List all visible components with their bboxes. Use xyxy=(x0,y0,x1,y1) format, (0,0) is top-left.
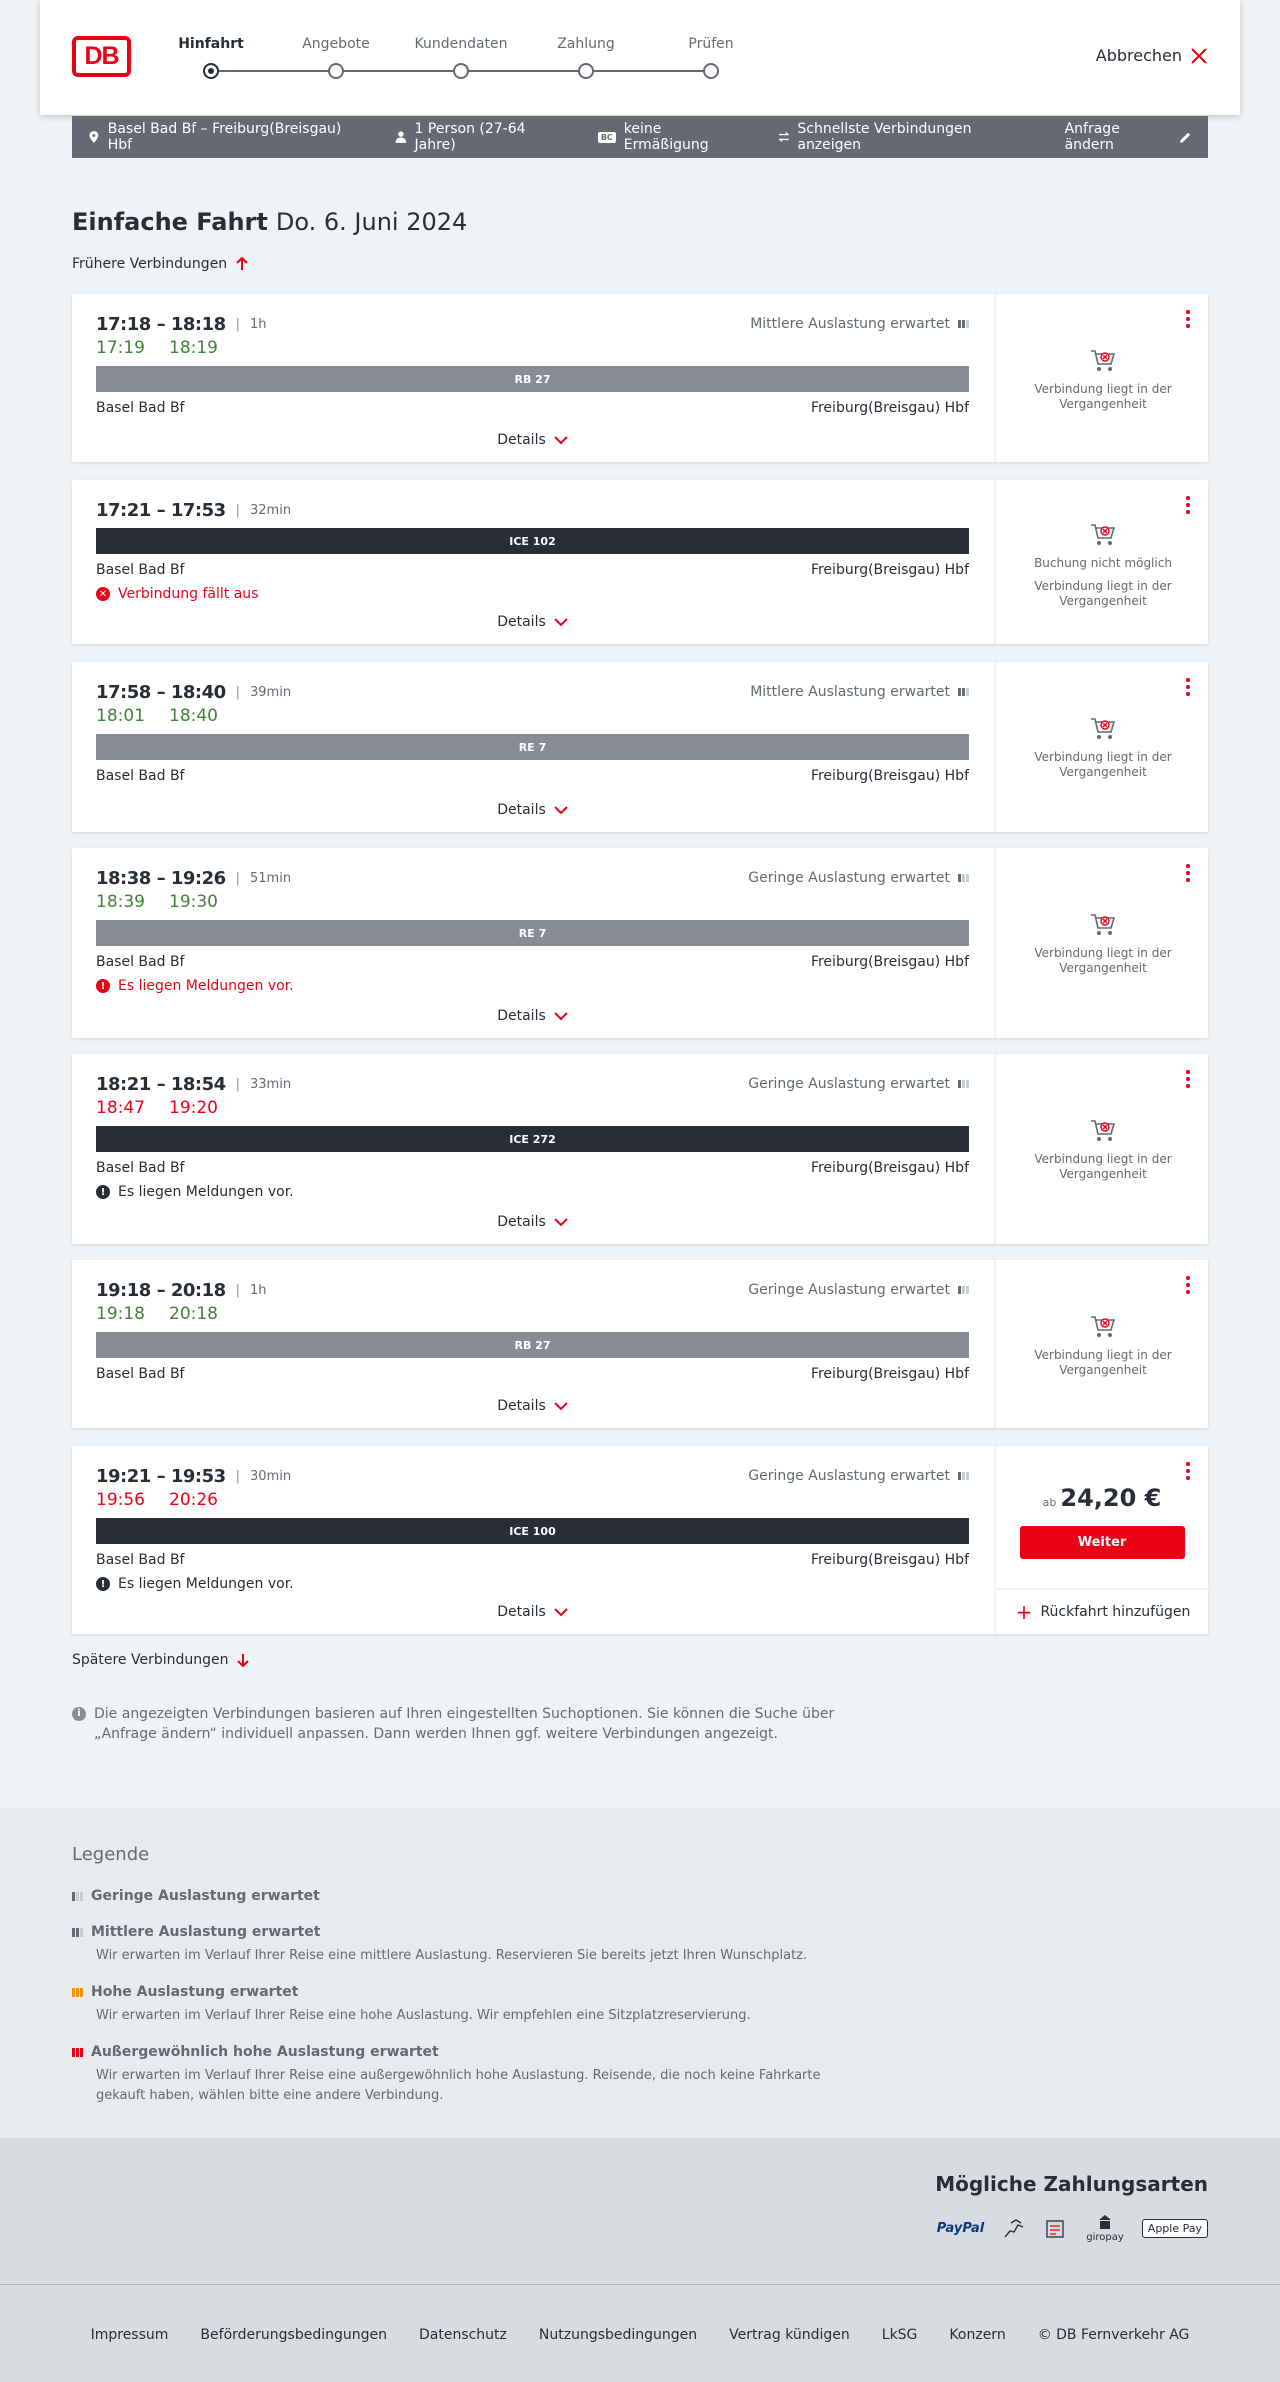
realtime-arrival: 19:20 xyxy=(169,1098,218,1118)
apple-pay-icon: Apple Pay xyxy=(1142,2219,1208,2238)
booking-panel xyxy=(994,1446,1208,1634)
alert-circle-icon: ! xyxy=(96,1577,110,1591)
occupancy-indicator: Geringe Auslastung erwartet xyxy=(748,1076,969,1092)
realtime-departure: 19:56 xyxy=(96,1490,145,1510)
discount-summary xyxy=(598,121,748,153)
connection-main: 18:38 – 19:26 | 51min Geringe Auslastung erwartet 18:39 19:30 RE 7 Basel Bad Bf Freiburg(Breisgau) Hbf ! Es liegen Meldungen vor. Details xyxy=(72,848,993,1038)
trip-type: Einfache Fahrt xyxy=(72,208,268,236)
train-line-bar: ICE 272 xyxy=(96,1126,969,1152)
header xyxy=(40,0,1240,115)
booking-status-text: Verbindung liegt in der Vergangenheit xyxy=(1034,1152,1172,1181)
duration: 51min xyxy=(250,870,292,886)
cart-disabled-icon xyxy=(1089,1116,1117,1144)
booking-panel xyxy=(994,1260,1208,1428)
arrow-up-icon xyxy=(235,257,249,271)
scheduled-time: 18:38 – 19:26 xyxy=(96,867,226,889)
step-dot xyxy=(578,63,594,79)
chevron-down-icon xyxy=(554,617,568,627)
destination-station: Freiburg(Breisgau) Hbf xyxy=(810,768,969,784)
price-prefix: ab xyxy=(1042,1496,1057,1509)
connection-card[interactable] xyxy=(72,294,1208,462)
destination-station: Freiburg(Breisgau) Hbf xyxy=(810,1160,969,1176)
details-toggle[interactable]: Details xyxy=(72,614,993,630)
realtime-departure: 19:18 xyxy=(96,1304,145,1324)
destination-station: Freiburg(Breisgau) Hbf xyxy=(810,1366,969,1382)
destination-station: Freiburg(Breisgau) Hbf xyxy=(810,954,969,970)
realtime-arrival: 18:19 xyxy=(169,338,218,358)
more-options-icon[interactable] xyxy=(1186,1462,1190,1480)
cancel-label: Abbrechen xyxy=(1095,46,1182,65)
chevron-down-icon xyxy=(554,1607,568,1617)
occupancy-medium-icon xyxy=(958,688,969,696)
connection-main: 17:18 – 18:18 | 1h Mittlere Auslastung erwartet 17:19 18:19 RB 27 Basel Bad Bf Freiburg(Breisgau) Hbf Details xyxy=(72,294,993,462)
realtime-arrival: 20:18 xyxy=(169,1304,218,1324)
origin-station: Basel Bad Bf xyxy=(96,400,185,416)
progress-stepper xyxy=(166,34,734,84)
cancel-button[interactable] xyxy=(1096,46,1208,65)
sepa-direct-debit-icon xyxy=(1044,2217,1068,2241)
cancel-circle-icon: ✕ xyxy=(96,587,110,601)
paypal-icon: PayPal xyxy=(936,2221,985,2236)
details-toggle[interactable]: Details xyxy=(72,432,993,448)
scheduled-time: 19:18 – 20:18 xyxy=(96,1279,226,1301)
add-return-trip-button[interactable] xyxy=(996,1588,1210,1634)
realtime-departure: 18:47 xyxy=(96,1098,145,1118)
continue-button[interactable]: Weiter xyxy=(1020,1526,1185,1559)
connection-main: 17:21 – 17:53 | 32min ICE 102 Basel Bad Bf Freiburg(Breisgau) Hbf ✕ Verbindung fällt aus Details xyxy=(72,480,993,644)
scheduled-time: 17:21 – 17:53 xyxy=(96,499,226,521)
booking-status-text: Verbindung liegt in der Vergangenheit xyxy=(1034,382,1172,411)
booking-status xyxy=(996,346,1210,412)
payment-title: Mögliche Zahlungsarten xyxy=(935,2172,1208,2196)
booking-status-text: Verbindung liegt in der Vergangenheit xyxy=(1034,946,1172,975)
connection-message: ! Es liegen Meldungen vor. xyxy=(96,978,969,994)
booking-status-text: Verbindung liegt in der Vergangenheit xyxy=(1034,750,1172,779)
alert-circle-icon: ! xyxy=(96,1185,110,1199)
connection-message: ! Es liegen Meldungen vor. xyxy=(96,1576,969,1592)
occupancy-indicator: Mittlere Auslastung erwartet xyxy=(750,316,969,332)
duration: 33min xyxy=(250,1076,292,1092)
realtime-departure: 17:19 xyxy=(96,338,145,358)
earlier-connections-link[interactable] xyxy=(72,256,249,272)
train-line-bar: ICE 100 xyxy=(96,1518,969,1544)
cart-disabled-icon xyxy=(1089,910,1117,938)
footer-link-impressum[interactable]: Impressum xyxy=(90,2327,169,2343)
duration: 30min xyxy=(250,1468,292,1484)
details-toggle[interactable]: Details xyxy=(72,1604,993,1620)
booking-panel xyxy=(994,848,1208,1038)
occupancy-indicator: Mittlere Auslastung erwartet xyxy=(750,684,969,700)
connection-main: 19:18 – 20:18 | 1h Geringe Auslastung erwartet 19:18 20:18 RB 27 Basel Bad Bf Freiburg(Breisgau) Hbf Details xyxy=(72,1260,993,1428)
chevron-down-icon xyxy=(554,1217,568,1227)
occupancy-indicator: Geringe Auslastung erwartet xyxy=(748,870,969,886)
realtime-departure: 18:01 xyxy=(96,706,145,726)
occupancy-extreme-icon xyxy=(72,2048,83,2057)
legend-section xyxy=(0,1808,1280,2138)
connection-card[interactable] xyxy=(72,662,1208,832)
connection-main: 17:58 – 18:40 | 39min Mittlere Auslastung erwartet 18:01 18:40 RE 7 Basel Bad Bf Freiburg(Breisgau) Hbf Details xyxy=(72,662,993,832)
swap-arrows-icon xyxy=(778,131,790,143)
cart-disabled-icon xyxy=(1089,520,1117,548)
destination-station: Freiburg(Breisgau) Hbf xyxy=(810,1552,969,1568)
add-return-label: Rückfahrt hinzufügen xyxy=(1040,1604,1191,1620)
payment-icons xyxy=(937,2214,1208,2243)
train-line-bar: RB 27 xyxy=(96,1332,969,1358)
destination-station: Freiburg(Breisgau) Hbf xyxy=(810,562,969,578)
occupancy-low-icon xyxy=(958,1080,969,1088)
details-toggle[interactable]: Details xyxy=(72,1398,993,1414)
footer-link-nutzungsbedingungen[interactable]: Nutzungsbedingungen xyxy=(538,2327,698,2343)
later-connections-link[interactable] xyxy=(72,1652,250,1668)
origin-station: Basel Bad Bf xyxy=(96,1160,185,1176)
booking-status xyxy=(996,910,1210,976)
scheduled-time: 17:18 – 18:18 xyxy=(96,313,226,335)
pencil-icon xyxy=(1179,131,1192,144)
search-info-note xyxy=(72,1704,852,1744)
travellers-summary xyxy=(395,121,568,153)
booking-status xyxy=(996,714,1210,780)
occupancy-low-icon xyxy=(72,1892,83,1901)
payment-methods-section xyxy=(0,2138,1280,2284)
train-line-bar: ICE 102 xyxy=(96,528,969,554)
booking-status xyxy=(996,520,1210,609)
connection-message: ✕ Verbindung fällt aus xyxy=(96,586,969,602)
booking-panel xyxy=(994,662,1208,832)
change-search-label: Anfrage ändern xyxy=(1064,121,1120,153)
connection-main: 19:21 – 19:53 | 30min Geringe Auslastung erwartet 19:56 20:26 ICE 100 Basel Bad Bf Freiburg(Breisgau) Hbf ! Es liegen Meldungen vor. Details xyxy=(72,1446,993,1634)
more-options-icon[interactable] xyxy=(1186,1070,1190,1088)
cart-disabled-icon xyxy=(1089,714,1117,742)
legend-item-extreme: Außergewöhnlich hohe Auslastung erwartet Wir erwarten im Verlauf Ihrer Reise eine außergewöhnlich hohe Auslastung. Reisende, die noch keine Fahrkarte gekauft haben, wählen bitte eine andere Verbindung. xyxy=(72,2044,852,2106)
connection-main: 18:21 – 18:54 | 33min Geringe Auslastung erwartet 18:47 19:20 ICE 272 Basel Bad Bf Freiburg(Breisgau) Hbf ! Es liegen Meldungen vor. Details xyxy=(72,1054,993,1244)
origin-station: Basel Bad Bf xyxy=(96,954,185,970)
fastest-text: Schnellste Verbindungen anzeigen xyxy=(797,121,972,153)
origin-station: Basel Bad Bf xyxy=(96,1552,185,1568)
bahncard-icon: BC xyxy=(598,132,616,143)
search-summary-bar xyxy=(72,116,1208,158)
booking-status-text: Verbindung liegt in der Vergangenheit xyxy=(1034,1348,1172,1377)
route-text: Basel Bad Bf – Freiburg(Breisgau) Hbf xyxy=(107,121,342,153)
scheduled-time: 17:58 – 18:40 xyxy=(96,681,226,703)
chevron-down-icon xyxy=(554,435,568,445)
legend-item-medium: Mittlere Auslastung erwartet Wir erwarten im Verlauf Ihrer Reise eine mittlere Auslastung. Reservieren Sie bereits jetzt Ihren Wunschplatz. xyxy=(72,1924,852,1966)
step-kundendaten: Kundendaten xyxy=(401,34,521,79)
booking-status xyxy=(996,1116,1210,1182)
occupancy-medium-icon xyxy=(72,1928,83,1937)
destination-station: Freiburg(Breisgau) Hbf xyxy=(810,400,969,416)
duration: 1h xyxy=(250,1282,267,1298)
booking-status-text: Verbindung liegt in der Vergangenheit xyxy=(1034,579,1172,608)
scheduled-time: 19:21 – 19:53 xyxy=(96,1465,226,1487)
travellers-text: 1 Person (27-64 Jahre) xyxy=(414,121,526,153)
step-dot xyxy=(703,63,719,79)
cart-disabled-icon xyxy=(1089,1312,1117,1340)
location-pin-icon xyxy=(88,131,100,143)
step-dot xyxy=(453,63,469,79)
legend-item-low: Geringe Auslastung erwartet xyxy=(72,1888,852,1904)
realtime-arrival: 20:26 xyxy=(169,1490,218,1510)
alert-circle-icon: ! xyxy=(96,979,110,993)
booking-panel xyxy=(994,294,1208,462)
origin-station: Basel Bad Bf xyxy=(96,562,185,578)
footer-link-befoerderungsbedingungen[interactable]: Beförderungsbedingungen xyxy=(200,2327,387,2343)
booking-panel xyxy=(994,480,1208,644)
realtime-departure: 18:39 xyxy=(96,892,145,912)
connection-card[interactable] xyxy=(72,480,1208,644)
origin-station: Basel Bad Bf xyxy=(96,768,185,784)
train-line-bar: RE 7 xyxy=(96,920,969,946)
discount-text: keine Ermäßigung xyxy=(623,121,709,153)
duration: 39min xyxy=(250,684,292,700)
credit-card-hand-icon xyxy=(1002,2217,1026,2241)
more-options-icon[interactable] xyxy=(1186,310,1190,328)
occupancy-low-icon xyxy=(958,1472,969,1480)
giropay-icon: giropay xyxy=(1086,2214,1124,2243)
more-options-icon[interactable] xyxy=(1186,496,1190,514)
occupancy-indicator: Geringe Auslastung erwartet xyxy=(748,1282,969,1298)
realtime-arrival: 19:30 xyxy=(169,892,218,912)
page-title xyxy=(72,208,467,236)
connection-card[interactable] xyxy=(72,848,1208,1038)
chevron-down-icon xyxy=(554,1011,568,1021)
details-toggle[interactable]: Details xyxy=(72,1008,993,1024)
connection-card[interactable] xyxy=(72,1260,1208,1428)
connection-message: ! Es liegen Meldungen vor. xyxy=(96,1184,969,1200)
connection-card[interactable] xyxy=(72,1054,1208,1244)
fastest-option xyxy=(778,121,1035,153)
occupancy-indicator: Geringe Auslastung erwartet xyxy=(748,1468,969,1484)
price-value: 24,20 € xyxy=(1060,1484,1162,1512)
footer-copyright: © DB Fernverkehr AG xyxy=(1037,2327,1190,2343)
chevron-down-icon xyxy=(554,805,568,815)
duration: 32min xyxy=(250,502,292,518)
price-display xyxy=(996,1484,1208,1512)
chevron-down-icon xyxy=(554,1401,568,1411)
origin-station: Basel Bad Bf xyxy=(96,1366,185,1382)
close-icon xyxy=(1190,47,1208,65)
arrow-down-icon xyxy=(236,1653,250,1667)
person-icon xyxy=(395,131,407,143)
footer-link-vertrag-kuendigen[interactable]: Vertrag kündigen xyxy=(729,2327,850,2343)
train-line-bar: RB 27 xyxy=(96,366,969,392)
occupancy-low-icon xyxy=(958,874,969,882)
footer-link-datenschutz[interactable]: Datenschutz xyxy=(418,2327,507,2343)
occupancy-high-icon xyxy=(72,1988,83,1997)
trip-date: Do. 6. Juni 2024 xyxy=(275,208,468,236)
scheduled-time: 18:21 – 18:54 xyxy=(96,1073,226,1095)
step-pruefen: Prüfen xyxy=(651,34,771,79)
occupancy-low-icon xyxy=(958,1286,969,1294)
later-label: Spätere Verbindungen xyxy=(72,1652,229,1668)
booking-panel xyxy=(994,1054,1208,1244)
earlier-label: Frühere Verbindungen xyxy=(72,256,228,272)
booking-unavailable-text: Buchung nicht möglich xyxy=(1034,556,1172,570)
footer xyxy=(0,2284,1280,2382)
more-options-icon[interactable] xyxy=(1186,864,1190,882)
legend-title: Legende xyxy=(72,1844,150,1865)
more-options-icon[interactable] xyxy=(1186,678,1190,696)
connection-card[interactable] xyxy=(72,1446,1208,1634)
step-dot xyxy=(328,63,344,79)
cart-disabled-icon xyxy=(1089,346,1117,374)
step-angebote: Angebote xyxy=(276,34,396,79)
legend-item-high: Hohe Auslastung erwartet Wir erwarten im Verlauf Ihrer Reise eine hohe Auslastung. Wir empfehlen eine Sitzplatzreservierung. xyxy=(72,1984,852,2026)
route-summary xyxy=(88,121,365,153)
info-icon: i xyxy=(72,1707,86,1721)
booking-status xyxy=(996,1312,1210,1378)
step-dot xyxy=(203,63,219,79)
train-line-bar: RE 7 xyxy=(96,734,969,760)
footer-links xyxy=(0,2327,1280,2343)
details-toggle[interactable]: Details xyxy=(72,802,993,818)
step-hinfahrt: Hinfahrt xyxy=(151,34,271,79)
step-zahlung: Zahlung xyxy=(526,34,646,79)
more-options-icon[interactable] xyxy=(1186,1276,1190,1294)
info-note-text: Die angezeigten Verbindungen basieren auf Ihren eingestellten Suchoptionen. Sie können die Suche über „Anfrage ändern“ individuell anpassen. Dann werden Ihnen ggf. weitere Verbindungen angezeigt. xyxy=(94,1706,835,1742)
footer-link-lksg[interactable]: LkSG xyxy=(881,2327,918,2343)
realtime-arrival: 18:40 xyxy=(169,706,218,726)
footer-link-konzern[interactable]: Konzern xyxy=(949,2327,1006,2343)
occupancy-medium-icon xyxy=(958,320,969,328)
duration: 1h xyxy=(250,316,267,332)
plus-icon: + xyxy=(1015,1600,1033,1624)
change-search-button[interactable] xyxy=(1065,121,1192,153)
logo-text: DB xyxy=(84,42,119,70)
db-logo[interactable] xyxy=(72,36,131,77)
details-toggle[interactable]: Details xyxy=(72,1214,993,1230)
